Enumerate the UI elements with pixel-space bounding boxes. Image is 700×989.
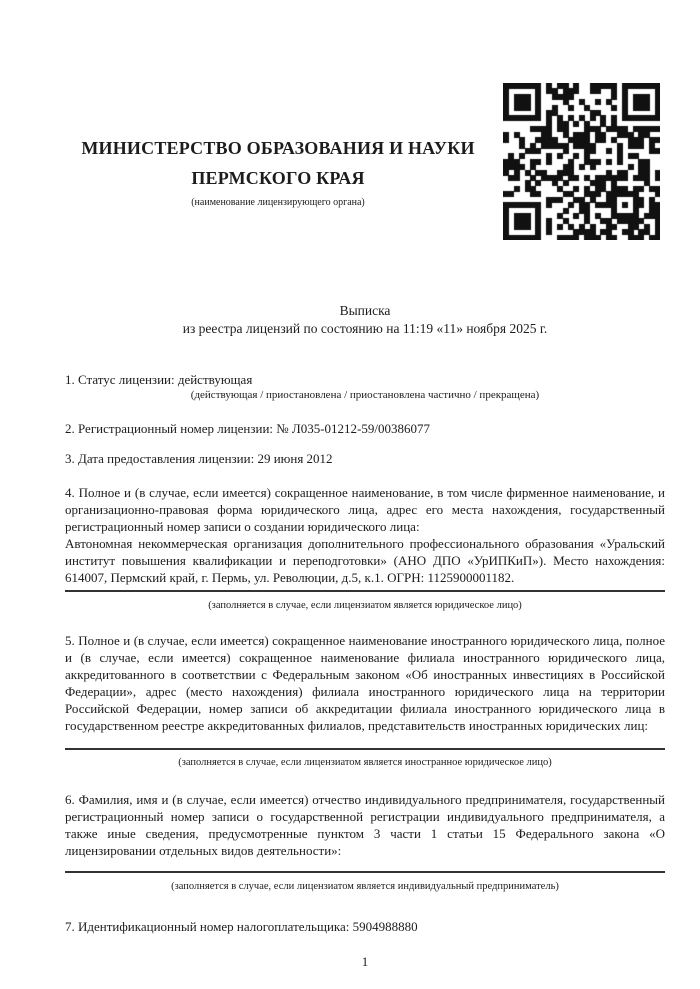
page-number: 1 [361,953,369,969]
licensing-authority-header [65,133,491,209]
foreign-entity-fill-rule [65,748,665,750]
legal-entity-label: 4. Полное и (в случае, если имеется) сокращенное наименование, в том числе фирменное наименование, и организационно-правовая форма юридического лица, адрес его места нахождения, государственный регистрационный номер записи о создании юридического лица: [65,485,665,534]
entrepreneur-label: 6. Фамилия, имя и (в случае, если имеется) отчество индивидуального предпринимателя, государственный регистрационный номер записи о государственной регистрации индивидуального предпринимателя, а также иные сведения, предусмотренные пунктом 3 части 1 статьи 15 Федерального закона «О лицензировании отдельных видов деятельности»: [65,792,665,858]
document-title [65,302,665,338]
license-status-options-caption: (действующая / приостановлена / приостановлена частично / прекращена) [190,389,540,401]
legal-entity-fill-rule [65,590,665,592]
grant-date-line: 3. Дата предоставления лицензии: 29 июня 2012 [65,451,333,466]
entrepreneur-rule-caption: (заполняется в случае, если лицензиатом является индивидуальный предприниматель) [171,880,559,892]
title-line1: Выписка [339,303,391,318]
legal-entity-rule-caption: (заполняется в случае, если лицензиатом является юридическое лицо) [208,599,522,611]
qr-code [503,83,660,240]
entrepreneur-fill-rule [65,871,665,873]
licensing-authority-caption: (наименование лицензирующего органа) [191,197,365,208]
license-status-line: 1. Статус лицензии: действующая [65,372,253,387]
registration-number-line: 2. Регистрационный номер лицензии: № Л035-01212-59/00386077 [65,421,431,436]
ministry-name-line1: МИНИСТЕРСТВО ОБРАЗОВАНИЯ И НАУКИ [81,138,475,158]
foreign-entity-label: 5. Полное и (в случае, если имеется) сокращенное наименование иностранного юридического лица, полное и (в случае, если имеется) сокращенное наименование филиала иностранного юридического лица, аккредитованного в соответствии с Федеральным законом «Об иностранных инвестициях в Российской Федерации», адрес (место нахождения) филиала иностранного юридического лица на территории Российской Федерации, номер записи об аккредитации филиала иностранного юридического лица в государственном реестре аккредитованных филиалов, представительств иностранных юридических лиц: [65,632,665,733]
ministry-name-line2: ПЕРМСКОГО КРАЯ [191,168,365,188]
taxpayer-id-line: 7. Идентификационный номер налогоплательщика: 5904988880 [65,918,418,934]
foreign-entity-rule-caption: (заполняется в случае, если лицензиатом является иностранное юридическое лицо) [178,757,552,768]
title-line2: из реестра лицензий по состоянию на 11:19 «11» ноября 2025 г. [182,321,548,336]
legal-entity-value: Автономная некоммерческая организация дополнительного профессионального образования «Уральский институт повышения квалификации и переподготовки» (АНО ДПО «УрИПКиП»). Место нахождения: 614007, Пермский край, г. Пермь, ул. Революции, д.5, к.1. ОГРН: 1125900001182. [65,536,665,585]
document-body [65,302,665,970]
